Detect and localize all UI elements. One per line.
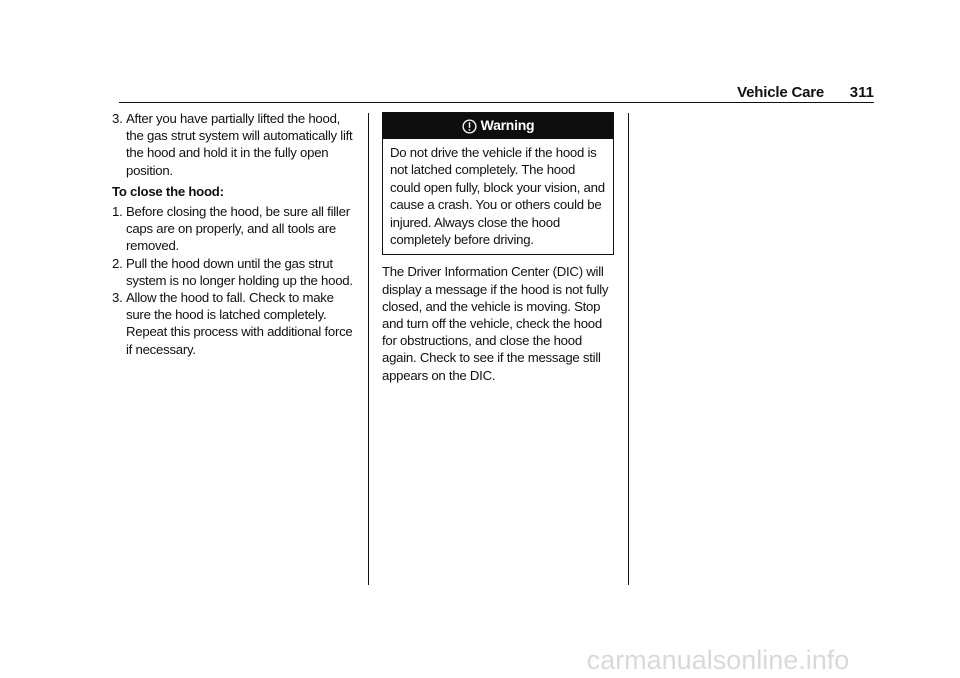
section-title: Vehicle Care — [737, 84, 824, 101]
page-number: 311 — [849, 84, 874, 101]
header-rule — [119, 102, 874, 103]
dic-paragraph: The Driver Information Center (DIC) will display a message if the hood is not fully closed, and the vehicle is moving. Stop and turn off the vehicle, check the hood for obstructions, and close the hood again. Check to see if the message still appears on the DIC. — [382, 264, 609, 383]
step-text: Before closing the hood, be sure all filler caps are on properly, and all tools are removed. — [126, 204, 350, 254]
step-number: 1. — [112, 204, 123, 220]
warning-icon — [462, 119, 477, 134]
list-item — [112, 110, 356, 179]
watermark-text: carmanualsonline.info — [586, 645, 850, 675]
step-number: 2. — [112, 255, 123, 271]
continued-steps — [112, 110, 356, 179]
warning-title: Warning — [480, 117, 535, 134]
left-column — [112, 110, 356, 358]
list-item — [112, 289, 356, 358]
warning-text: Do not drive the vehicle if the hood is not latched completely. The hood could open fully, block your vision, and cause a crash. You or others could be injured. Always close the hood completely before driving. — [390, 145, 605, 248]
warning-box — [382, 112, 614, 255]
step-number: 3. — [112, 111, 123, 126]
close-hood-steps — [112, 203, 356, 358]
middle-column — [382, 112, 614, 384]
step-text: After you have partially lifted the hood, the gas strut system will automatically lift the hood and hold it in the fully open position. — [126, 111, 353, 178]
list-item — [112, 255, 356, 289]
step-number: 3. — [112, 290, 123, 306]
warning-header — [383, 113, 613, 139]
column-divider — [368, 113, 369, 585]
step-text: Pull the hood down until the gas strut system is no longer holding up the hood. — [126, 255, 353, 288]
close-hood-heading: To close the hood: — [112, 183, 224, 199]
list-item — [112, 203, 356, 255]
step-text: Allow the hood to fall. Check to make sure the hood is latched completely. Repeat this process with additional force if necessary. — [126, 290, 353, 357]
column-divider — [628, 113, 629, 585]
